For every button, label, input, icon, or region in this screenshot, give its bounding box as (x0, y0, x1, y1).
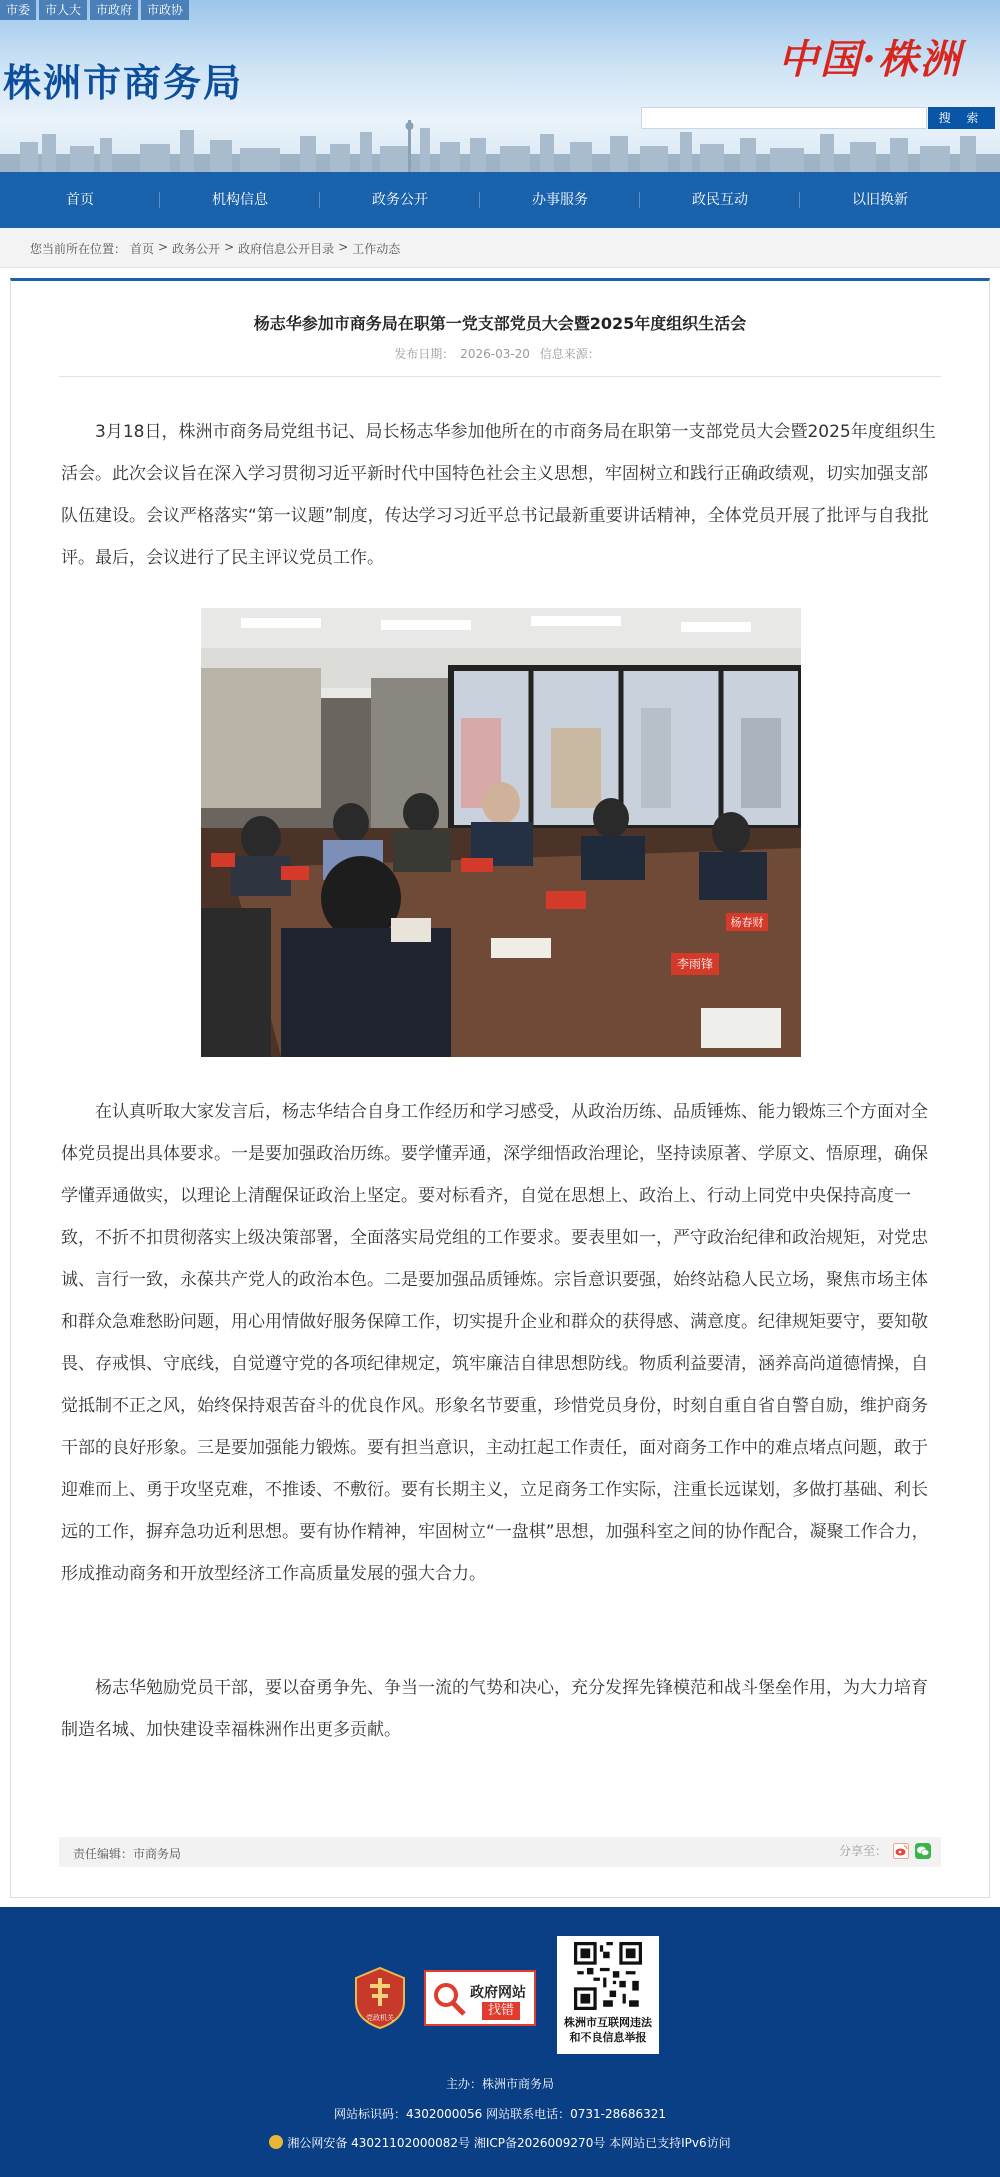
publish-date: 2026-03-20 (460, 347, 530, 361)
meeting-photo (201, 608, 801, 1057)
breadcrumb-separator: > (158, 240, 169, 254)
footer-icp-text[interactable]: 湘公网安备 43021102000082号 湘ICP备2026009270号 本网站已支持IPv6访问 (287, 2136, 731, 2150)
nav-item-label: 首页 (66, 192, 94, 208)
editor-label: 责任编辑： (73, 1847, 134, 1861)
top-link-npc[interactable]: 市人大 (39, 0, 87, 20)
breadcrumb-separator: > (338, 240, 349, 254)
share-label: 分享至： (838, 1844, 887, 1858)
gov-box-subtitle: 找错 (482, 2002, 520, 2020)
article-panel (10, 278, 990, 1898)
article-paragraph: 杨志华勉励党员干部，要以奋勇争先、争当一流的气势和决心，充分发挥先锋模范和战斗堡垒作用，为大力培育制造名城、加快建设幸福株洲作出更多贡献。 (61, 1678, 928, 1740)
breadcrumb-item-gov-affairs[interactable]: 政务公开 (172, 242, 221, 256)
site-header (0, 0, 1000, 172)
breadcrumb-item-catalog[interactable]: 政府信息公开目录 (238, 242, 335, 256)
report-qr-panel[interactable] (557, 1936, 659, 2054)
breadcrumb-separator: > (224, 240, 235, 254)
article-title: 杨志华参加市商务局在职第一党支部党员大会暨2025年度组织生活会 (253, 314, 747, 333)
nav-item-interaction[interactable] (640, 172, 800, 228)
gov-site-error-report[interactable] (424, 1970, 536, 2026)
editor-info (73, 1845, 181, 1862)
breadcrumb-prefix: 您当前所在位置： (30, 242, 127, 256)
nav-item-label: 政务公开 (372, 192, 428, 208)
article-paragraph: 在认真听取大家发言后，杨志华结合自身工作经历和学习感受，从政治历练、品质锤炼、能力锻炼三个方面对全体党员提出具体要求。一是要加强政治历练。要学懂弄通，深学细悟政治理论，坚持读原著、学原文、悟原理，确保学懂弄通做实，以理论上清醒保证政治上坚定。要对标看齐，自觉在思想上、政治上、行动上同党中央保持高度一致，不折不扣贯彻落实上级决策部署，全面落实局党组的工作要求。要表里如一，严守政治纪律和政治规矩，对党忠诚、言行一致，永葆共产党人的政治本色。二是要加强品质锤炼。宗旨意识要强，始终站稳人民立场，聚焦市场主体和群众急难愁盼问题，用心用情做好服务保障工作，切实提升企业和群众的获得感、满意度。纪律规矩要守，要知敬畏、存戒惧、守底线，自觉遵守党的各项纪律规定，筑牢廉洁自律思想防线。物质利益要清，涵养高尚道德情操，自觉抵制不正之风，始终保持艰苦奋斗的优良作风。形象名节要重，珍惜党员身份，时刻自重自省自警自励，维护商务干部的良好形象。三是要加强能力锻炼。要有担当意识，主动扛起工作责任，面对商务工作中的难点堵点问题，敢于迎难而上、勇于攻坚克难，不推诿、不敷衍。要有长期主义，立足商务工作实际，注重长远谋划，多做打基础、利长远的工作，摒弃急功近利思想。要有协作精神，牢固树立“一盘棋”思想，加强科室之间的协作配合，凝聚工作合力，形成推动商务和开放型经济工作高质量发展的强大合力。 (61, 1102, 929, 1584)
article-footer-bar (59, 1837, 941, 1867)
top-link-government[interactable]: 市政府 (90, 0, 138, 20)
nav-item-gov-affairs[interactable] (320, 172, 480, 228)
footer-site-info: 网站标识码：4302000056 网站联系电话：0731-28686321 (333, 2107, 667, 2121)
nav-item-label: 办事服务 (532, 192, 588, 208)
slogan-logo: 中国·株洲 (778, 36, 962, 83)
badge-text: 党政机关 (366, 2014, 394, 2022)
footer-host: 主办：株洲市商务局 (445, 2077, 554, 2091)
breadcrumb-item-work-news[interactable]: 工作动态 (352, 242, 401, 256)
share-bar (839, 1842, 931, 1859)
nav-item-organization[interactable] (160, 172, 320, 228)
search-input[interactable] (641, 107, 927, 129)
publish-date-label: 发布日期： (394, 347, 455, 361)
weibo-share-icon[interactable] (893, 1843, 909, 1859)
breadcrumb (30, 240, 404, 257)
qr-code-icon (574, 1942, 642, 2010)
party-government-badge[interactable] (352, 1966, 408, 2030)
breadcrumb-bar (0, 228, 1000, 268)
source-label: 信息来源： (539, 347, 600, 361)
site-title: 株洲市商务局 (3, 60, 244, 105)
top-links-bar (0, 0, 192, 20)
wechat-share-icon[interactable] (915, 1843, 931, 1859)
magnifier-icon (432, 1980, 468, 2018)
search-button[interactable]: 搜 索 (928, 107, 995, 129)
article-paragraph: 3月18日，株洲市商务局党组书记、局长杨志华参加他所在的市商务局在职第一支部党员大会暨2025年度组织生活会。此次会议旨在深入学习贯彻习近平新时代中国特色社会主义思想，牢固树立和践行正确政绩观，切实加强支部队伍建设。会议严格落实“第一议题”制度，传达学习习近平总书记最新重要讲话精神，全体党员开展了批评与自我批评。最后，会议进行了民主评议党员工作。 (61, 422, 936, 568)
site-footer (0, 1907, 1000, 2177)
article-meta (11, 345, 989, 362)
top-link-party-committee[interactable]: 市委 (0, 0, 36, 20)
top-link-cppcc[interactable]: 市政协 (141, 0, 189, 20)
qr-caption: 株洲市互联网违法和不良信息举报 (564, 2016, 652, 2044)
nav-item-trade-in[interactable] (800, 172, 960, 228)
title-divider (59, 376, 941, 377)
nav-item-services[interactable] (480, 172, 640, 228)
breadcrumb-item-home[interactable]: 首页 (130, 242, 155, 256)
main-nav (0, 172, 1000, 228)
nav-item-label: 机构信息 (212, 192, 268, 208)
footer-icp (0, 2134, 1000, 2151)
police-badge-icon (269, 2135, 283, 2149)
nav-item-label: 政民互动 (692, 192, 748, 208)
nameplate-li: 李雨锋 (676, 957, 714, 971)
gov-box-title: 政府网站 (470, 1985, 526, 2001)
nameplate-yang: 杨春财 (730, 916, 764, 929)
nav-item-label: 以旧换新 (852, 192, 908, 208)
editor-name: 市商务局 (133, 1847, 182, 1861)
nav-item-home[interactable] (0, 172, 160, 228)
